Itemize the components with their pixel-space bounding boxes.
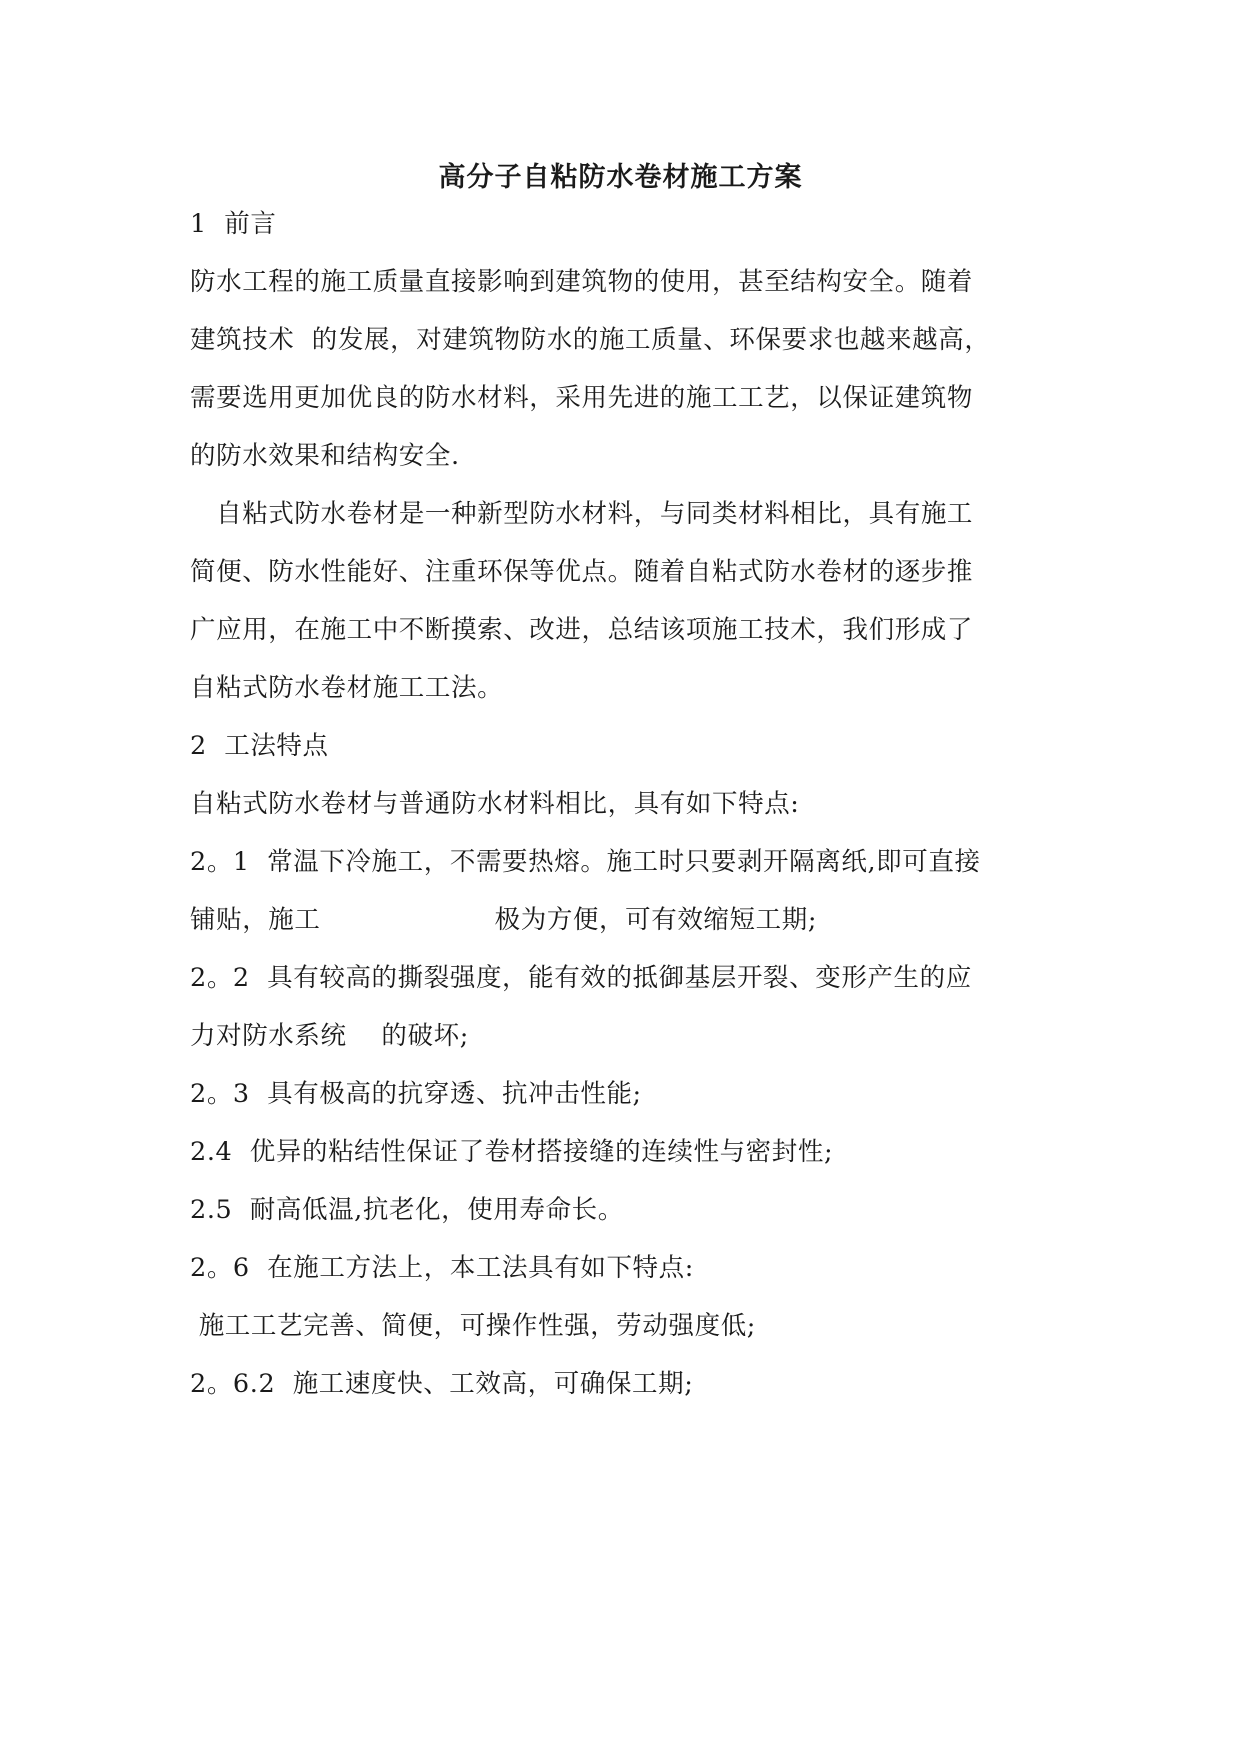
list-item-line: 2.5 耐高低温,抗老化，使用寿命长。: [190, 1195, 624, 1225]
list-item-line: 铺贴，施工 极为方便，可有效缩短工期;: [190, 905, 818, 935]
section-heading-features: 2 工法特点: [190, 731, 329, 761]
paragraph-line: 防水工程的施工质量直接影响到建筑物的使用，甚至结构安全。随着: [190, 267, 974, 297]
paragraph-line: 自粘式防水卷材与普通防水材料相比，具有如下特点:: [190, 789, 800, 819]
paragraph-line: 广应用，在施工中不断摸索、改进，总结该项施工技术，我们形成了: [190, 615, 974, 645]
document-title: 高分子自粘防水卷材施工方案: [438, 162, 803, 193]
paragraph-line: 自粘式防水卷材是一种新型防水材料，与同类材料相比，具有施工: [190, 499, 974, 529]
paragraph-line: 简便、防水性能好、注重环保等优点。随着自粘式防水卷材的逐步推: [190, 557, 974, 587]
list-item-line: 2.4 优异的粘结性保证了卷材搭接缝的连续性与密封性;: [190, 1137, 834, 1167]
list-item-line: 力对防水系统 的破坏;: [190, 1021, 469, 1051]
list-item-line: 2。6.2 施工速度快、工效高，可确保工期;: [190, 1369, 694, 1399]
list-item-line: 2。3 具有极高的抗穿透、抗冲击性能;: [190, 1079, 642, 1109]
list-item-line: 施工工艺完善、简便，可操作性强，劳动强度低;: [190, 1311, 756, 1341]
section-heading-preface: 1 前言: [190, 209, 277, 239]
paragraph-line: 的防水效果和结构安全.: [190, 441, 460, 471]
paragraph-line: 需要选用更加优良的防水材料，采用先进的施工工艺，以保证建筑物: [190, 383, 974, 413]
list-item-line: 2。2 具有较高的撕裂强度，能有效的抵御基层开裂、变形产生的应: [190, 963, 972, 993]
list-item-line: 2。1 常温下冷施工，不需要热熔。施工时只要剥开隔离纸,即可直接: [190, 847, 981, 877]
paragraph-line: 自粘式防水卷材施工工法。: [190, 673, 504, 703]
list-item-line: 2。6 在施工方法上，本工法具有如下特点:: [190, 1253, 694, 1283]
paragraph-line: 建筑技术 的发展，对建筑物防水的施工质量、环保要求也越来越高，: [190, 325, 991, 355]
